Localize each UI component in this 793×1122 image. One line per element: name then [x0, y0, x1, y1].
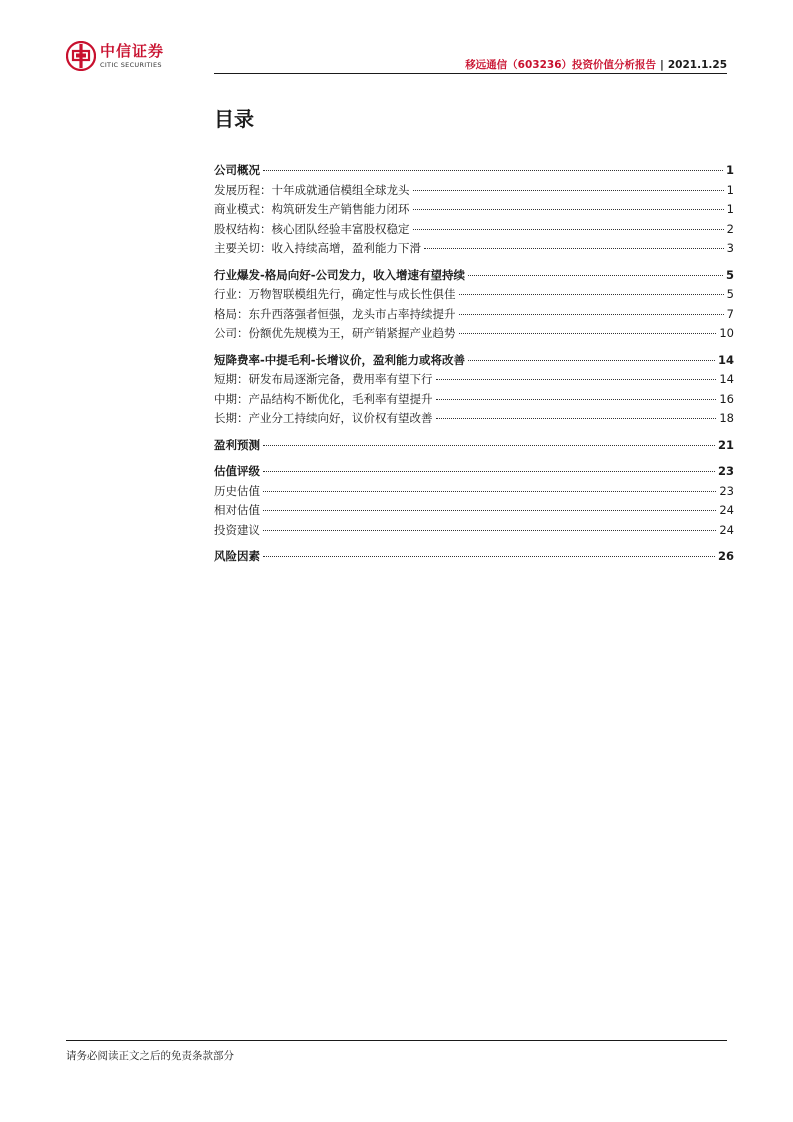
toc-leader-dots	[413, 209, 724, 210]
toc-page-number: 18	[719, 411, 734, 425]
toc-subsection-entry[interactable]	[214, 201, 734, 221]
toc-page-number: 21	[717, 437, 734, 452]
toc-leader-dots	[436, 399, 717, 400]
toc-page-number: 5	[725, 267, 734, 282]
toc-leader-dots	[436, 379, 717, 380]
toc-subsection-entry[interactable]	[214, 522, 734, 542]
citic-logo-icon	[66, 41, 96, 71]
toc-subsection-entry[interactable]	[214, 325, 734, 345]
toc-entry-title: 盈利预测	[214, 437, 260, 452]
toc-subsection-entry[interactable]	[214, 371, 734, 391]
toc-page-number: 1	[725, 163, 734, 177]
toc-page-number: 1	[726, 202, 734, 216]
toc-entry-title: 行业：万物智联模组先行，确定性与成长性俱佳	[214, 287, 456, 301]
footer-rule	[66, 1040, 727, 1041]
toc-entry-title: 风险因素	[214, 549, 260, 563]
toc-page-number: 7	[726, 306, 734, 321]
toc-section-entry[interactable]	[214, 463, 734, 483]
toc-page-number: 5	[726, 287, 734, 301]
toc-entry-title: 短期：研发布局逐渐完备，费用率有望下行	[214, 372, 433, 386]
toc-entry-title: 格局：东升西落强者恒强，龙头市占率持续提升	[214, 306, 456, 321]
toc-page-number: 26	[717, 549, 734, 563]
toc-page-number: 14	[719, 372, 734, 386]
logo-english-name: CITIC SECURITIES	[100, 60, 162, 69]
toc-leader-dots	[263, 510, 716, 511]
toc-leader-dots	[468, 275, 723, 276]
toc-subsection-entry[interactable]	[214, 483, 734, 503]
toc-leader-dots	[468, 360, 715, 361]
toc-leader-dots	[263, 491, 716, 492]
toc-leader-dots	[263, 530, 716, 531]
toc-entry-title: 公司：份额优先规模为王，研产销紧握产业趋势	[214, 326, 456, 340]
toc-section-entry[interactable]	[214, 548, 734, 568]
toc-subsection-entry[interactable]	[214, 391, 734, 411]
toc-subsection-entry[interactable]	[214, 182, 734, 202]
toc-page-number: 23	[719, 483, 734, 498]
footer-disclaimer: 请务必阅读正文之后的免责条款部分	[66, 1050, 234, 1062]
toc-page-number: 24	[719, 522, 734, 537]
toc-leader-dots	[413, 229, 724, 230]
report-date: 2021.1.25	[667, 59, 727, 71]
toc-subsection-entry[interactable]	[214, 410, 734, 430]
toc-section-entry[interactable]	[214, 352, 734, 372]
toc-section-entry[interactable]	[214, 162, 734, 182]
toc-entry-title: 公司概况	[214, 163, 260, 177]
toc-page-number: 2	[726, 221, 734, 236]
toc-leader-dots	[263, 556, 715, 557]
toc-leader-dots	[459, 333, 717, 334]
citic-logo	[66, 40, 164, 72]
header-separator: |	[660, 59, 664, 71]
toc-entry-title: 相对估值	[214, 503, 260, 517]
toc-page-number: 16	[719, 391, 734, 406]
logo-chinese-name: 中信证券	[100, 41, 165, 60]
toc-entry-title: 行业爆发-格局向好-公司发力，收入增速有望持续	[214, 267, 466, 282]
toc-page-number: 3	[726, 241, 734, 255]
toc-page-number: 24	[719, 503, 734, 517]
toc-entry-title: 短降费率-中提毛利-长增议价，盈利能力或将改善	[214, 352, 466, 367]
toc-entry-title: 主要关切：收入持续高增，盈利能力下滑	[214, 241, 421, 255]
toc-leader-dots	[413, 190, 724, 191]
toc-page-number: 14	[717, 352, 734, 367]
toc-title: 目录	[214, 107, 254, 131]
toc-leader-dots	[436, 418, 717, 419]
toc-leader-dots	[459, 314, 724, 315]
report-header	[465, 57, 727, 72]
toc-entry-title: 估值评级	[214, 464, 260, 478]
toc-subsection-entry[interactable]	[214, 286, 734, 306]
toc-entry-title: 中期：产品结构不断优化，毛利率有望提升	[214, 391, 433, 406]
toc-page-number: 23	[717, 464, 734, 478]
toc-entry-title: 长期：产业分工持续向好，议价权有望改善	[214, 411, 433, 425]
toc-subsection-entry[interactable]	[214, 221, 734, 241]
toc-entry-title: 股权结构：核心团队经验丰富股权稳定	[214, 221, 410, 236]
toc-leader-dots	[424, 248, 724, 249]
toc-section-entry[interactable]	[214, 437, 734, 457]
toc-entry-title: 商业模式：构筑研发生产销售能力闭环	[214, 202, 410, 216]
toc-leader-dots	[263, 170, 723, 171]
report-title: 移远通信（603236）投资价值分析报告	[465, 59, 657, 71]
toc-page-number: 10	[719, 326, 734, 340]
toc-leader-dots	[263, 445, 715, 446]
toc-subsection-entry[interactable]	[214, 306, 734, 326]
toc-leader-dots	[459, 294, 724, 295]
toc-page-number: 1	[726, 182, 734, 197]
toc-entry-title: 历史估值	[214, 483, 260, 498]
toc-entry-title: 发展历程：十年成就通信模组全球龙头	[214, 182, 410, 197]
toc-section-entry[interactable]	[214, 267, 734, 287]
toc-leader-dots	[263, 471, 715, 472]
table-of-contents	[214, 162, 734, 568]
toc-subsection-entry[interactable]	[214, 240, 734, 260]
toc-entry-title: 投资建议	[214, 522, 260, 537]
header-rule	[214, 73, 727, 74]
toc-subsection-entry[interactable]	[214, 502, 734, 522]
